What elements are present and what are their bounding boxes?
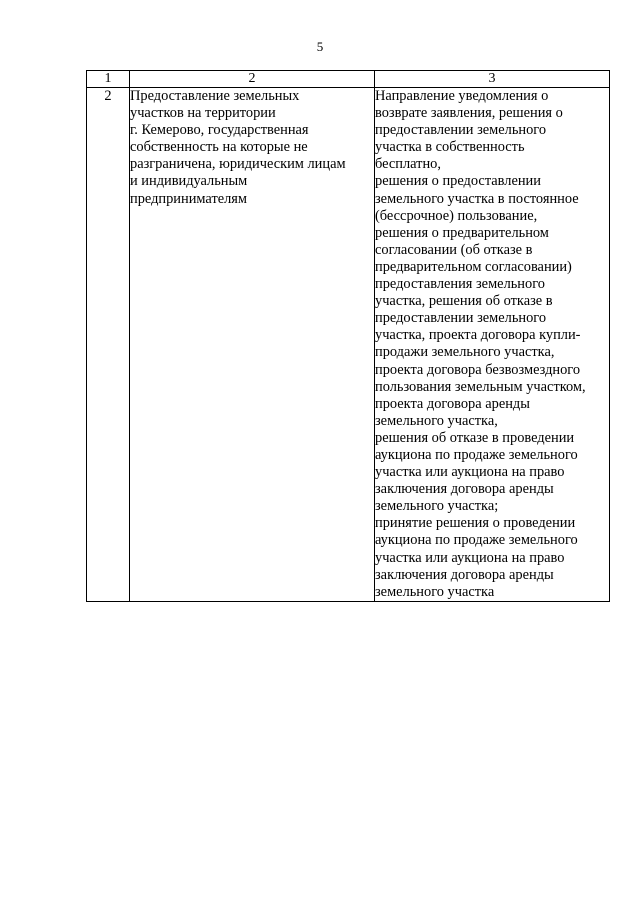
result-line: аукциона по продаже земельного [375,446,578,463]
result-line: предоставлении земельного [375,122,547,139]
result-line: заключения договора аренды [375,481,554,498]
result-line: проекта договора безвозмездного [375,361,581,378]
result-line: участка или аукциона на право [375,464,565,481]
service-name-line: собственность на которые не [130,139,308,156]
result-line: решения об отказе в проведении [375,429,575,446]
result-line: земельного участка [375,583,495,600]
service-name-line: разграничена, юридическим лицам [130,156,346,173]
result-line: земельного участка в постоянное [375,190,579,207]
result-line: согласовании (об отказе в [375,241,533,258]
row-number-cell: 2 [87,88,130,602]
service-name-line: участков на территории [130,105,276,122]
result-line: решения о предварительном [375,224,549,241]
page-number: 5 [316,39,324,54]
service-name-line: предпринимателям [130,190,248,207]
result-line: участка, проекта договора купли- [375,327,581,344]
result-line: бесплатно, [375,156,441,173]
result-line: возврате заявления, решения о [375,105,563,122]
service-name-line: Предоставление земельных [130,88,300,104]
result-line: предоставления земельного [375,276,545,293]
result-line: Направление уведомления о [375,88,549,104]
service-name-line: и индивидуальным [130,173,248,190]
column-header-2: 2 [130,71,375,88]
result-line: предварительном согласовании) [375,258,572,275]
column-header-1: 1 [87,71,130,88]
result-line: принятие решения о проведении [375,515,576,532]
result-line: земельного участка; [375,498,499,515]
service-name-line: г. Кемерово, государственная [130,122,309,139]
column-header-3: 3 [375,71,610,88]
result-line: участка, решения об отказе в [375,293,553,310]
result-line: земельного участка, [375,412,498,429]
service-name-cell [130,88,375,602]
result-line: проекта договора аренды [375,395,530,412]
result-line: решения о предоставлении [375,173,541,190]
result-line: предоставлении земельного [375,310,547,327]
result-line: заключения договора аренды [375,566,554,583]
service-result-cell [375,88,610,602]
result-line: участка или аукциона на право [375,549,565,566]
result-line: пользования земельным участком, [375,378,586,395]
services-table [86,70,610,602]
result-line: продажи земельного участка, [375,344,555,361]
table-row [87,88,610,602]
table-header-row [87,71,610,88]
result-line: аукциона по продаже земельного [375,532,578,549]
result-line: участка в собственность [375,139,525,156]
result-line: (бессрочное) пользование, [375,207,538,224]
